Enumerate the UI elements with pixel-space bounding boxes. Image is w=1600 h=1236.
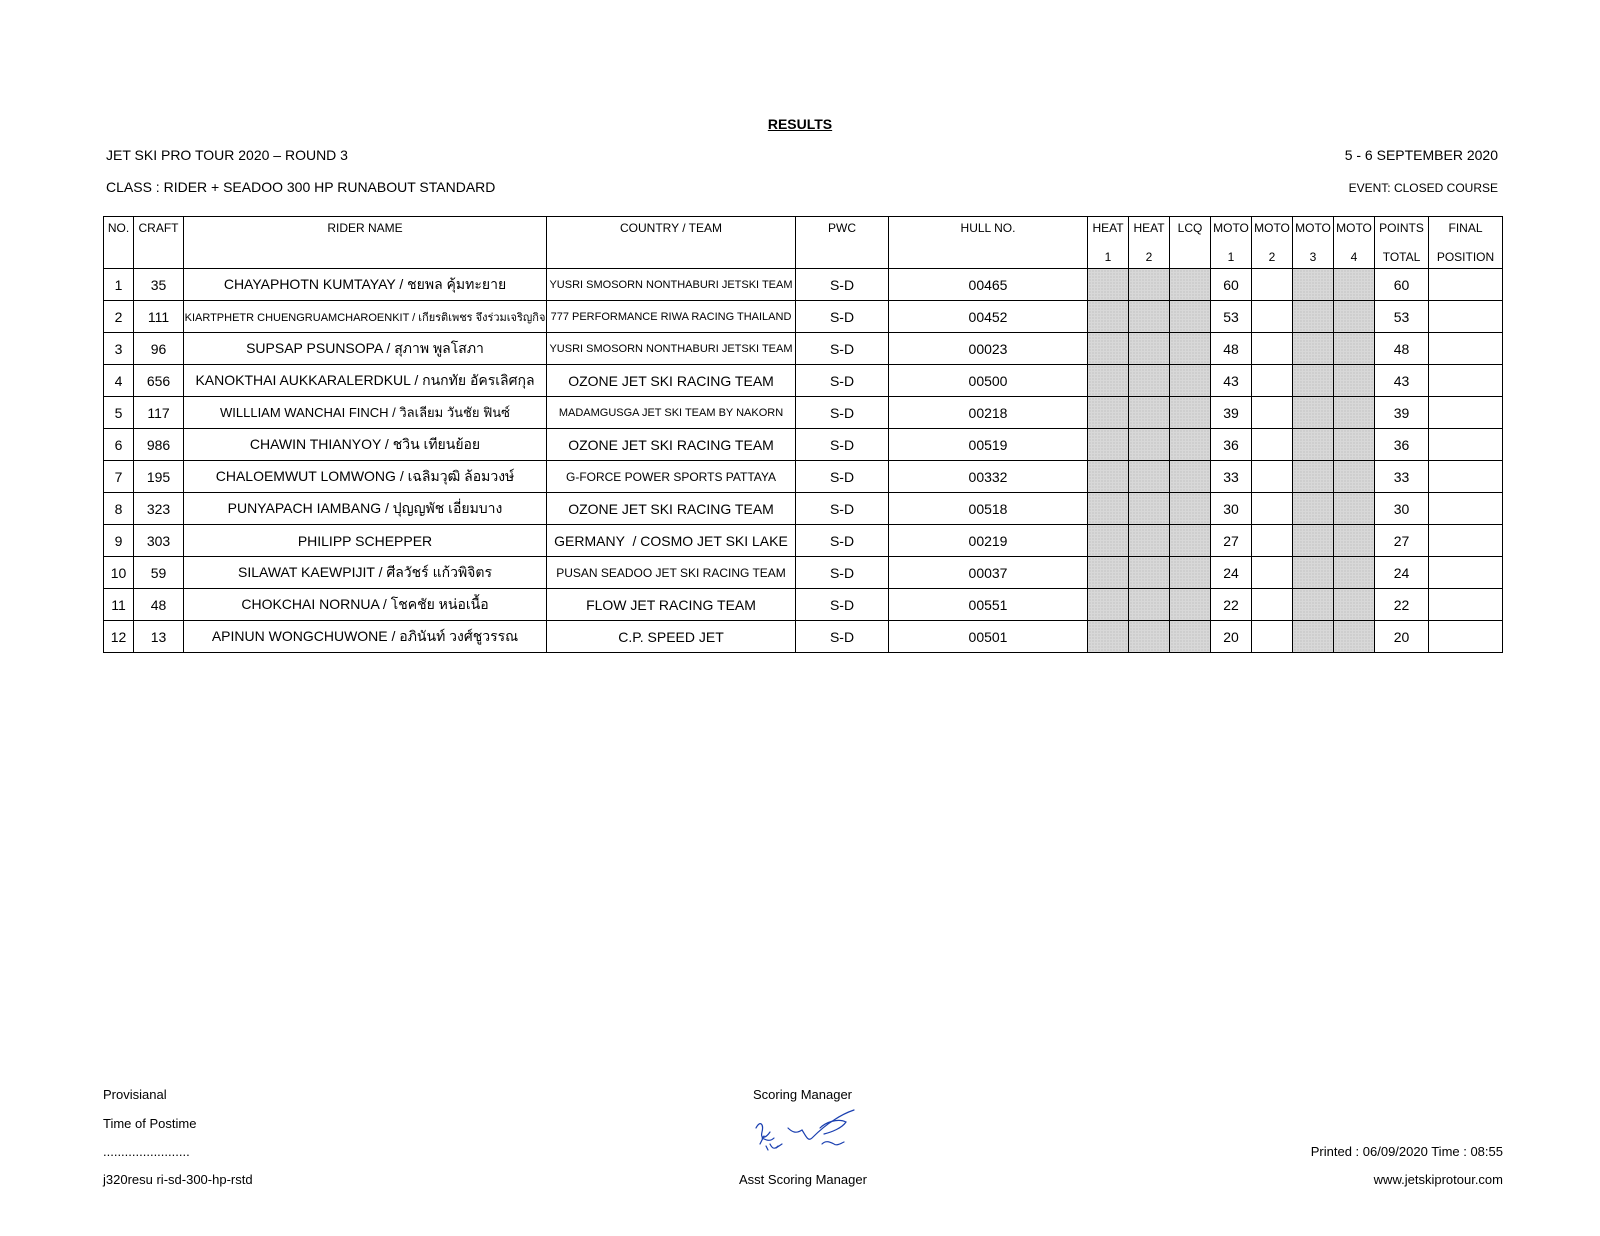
col-header-hull-label: HULL NO. bbox=[960, 221, 1016, 235]
cell-team: G-FORCE POWER SPORTS PATTAYA bbox=[547, 461, 796, 493]
cell-final-position bbox=[1429, 397, 1503, 429]
table-row bbox=[104, 621, 1503, 653]
col-header-moto1 bbox=[1211, 217, 1252, 269]
cell-moto1: 39 bbox=[1211, 397, 1252, 429]
cell-heat1 bbox=[1088, 269, 1129, 301]
cell-craft: 986 bbox=[134, 429, 184, 461]
cell-team: YUSRI SMOSORN NONTHABURI JETSKI TEAM bbox=[547, 269, 796, 301]
cell-heat2 bbox=[1129, 557, 1170, 589]
cell-moto2 bbox=[1252, 397, 1293, 429]
table-row bbox=[104, 301, 1503, 333]
cell-heat1 bbox=[1088, 365, 1129, 397]
cell-craft: 13 bbox=[134, 621, 184, 653]
cell-moto1: 27 bbox=[1211, 525, 1252, 557]
cell-moto1: 30 bbox=[1211, 493, 1252, 525]
cell-team: PUSAN SEADOO JET SKI RACING TEAM bbox=[547, 557, 796, 589]
cell-moto4 bbox=[1334, 525, 1375, 557]
table-row bbox=[104, 525, 1503, 557]
cell-craft: 96 bbox=[134, 333, 184, 365]
cell-moto4 bbox=[1334, 365, 1375, 397]
cell-lcq bbox=[1170, 365, 1211, 397]
col-header-moto2 bbox=[1252, 217, 1293, 269]
cell-moto3 bbox=[1293, 269, 1334, 301]
cell-no: 8 bbox=[104, 493, 134, 525]
cell-moto3 bbox=[1293, 461, 1334, 493]
cell-moto4 bbox=[1334, 397, 1375, 429]
table-row bbox=[104, 333, 1503, 365]
cell-craft: 195 bbox=[134, 461, 184, 493]
cell-no: 4 bbox=[104, 365, 134, 397]
col-header-moto3-line2: 3 bbox=[1309, 250, 1317, 264]
cell-rider-name: KANOKTHAI AUKKARALERDKUL / กนกทัย อัครเลิศกุล bbox=[184, 365, 547, 397]
cell-points-total: 60 bbox=[1375, 269, 1429, 301]
cell-rider-name: CHAWIN THIANYOY / ชวิน เทียนย้อย bbox=[184, 429, 547, 461]
cell-lcq bbox=[1170, 621, 1211, 653]
cell-rider-name: CHOKCHAI NORNUA / โชคชัย หน่อเนื้อ bbox=[184, 589, 547, 621]
col-header-lcq bbox=[1170, 217, 1211, 269]
col-header-rider-label: RIDER NAME bbox=[327, 221, 403, 235]
cell-moto3 bbox=[1293, 589, 1334, 621]
cell-team: YUSRI SMOSORN NONTHABURI JETSKI TEAM bbox=[547, 333, 796, 365]
cell-moto3 bbox=[1293, 397, 1334, 429]
cell-team: OZONE JET SKI RACING TEAM bbox=[547, 493, 796, 525]
scoring-manager-label: Scoring Manager bbox=[753, 1087, 852, 1102]
cell-moto1: 43 bbox=[1211, 365, 1252, 397]
cell-pwc: S-D bbox=[796, 301, 889, 333]
cell-points-total: 43 bbox=[1375, 365, 1429, 397]
col-header-heat2-line1: HEAT bbox=[1133, 221, 1165, 235]
cell-final-position bbox=[1429, 493, 1503, 525]
cell-rider-name: CHAYAPHOTN KUMTAYAY / ชยพล คุ้มทะยาย bbox=[184, 269, 547, 301]
cell-pwc: S-D bbox=[796, 397, 889, 429]
event-name: JET SKI PRO TOUR 2020 – ROUND 3 bbox=[106, 147, 348, 163]
cell-team: 777 PERFORMANCE RIWA RACING THAILAND bbox=[547, 301, 796, 333]
cell-moto3 bbox=[1293, 525, 1334, 557]
cell-moto1: 24 bbox=[1211, 557, 1252, 589]
cell-final-position bbox=[1429, 525, 1503, 557]
cell-moto1: 33 bbox=[1211, 461, 1252, 493]
time-of-postime-label: Time of Postime bbox=[103, 1116, 197, 1131]
cell-pwc: S-D bbox=[796, 589, 889, 621]
cell-moto2 bbox=[1252, 269, 1293, 301]
col-header-points bbox=[1375, 217, 1429, 269]
website-url: www.jetskiprotour.com bbox=[1373, 1172, 1503, 1187]
cell-rider-name: SUPSAP PSUNSOPA / สุภาพ พูลโสภา bbox=[184, 333, 547, 365]
cell-heat1 bbox=[1088, 493, 1129, 525]
col-header-rider bbox=[184, 217, 547, 269]
cell-moto2 bbox=[1252, 493, 1293, 525]
cell-moto4 bbox=[1334, 333, 1375, 365]
col-header-moto4-line2: 4 bbox=[1350, 250, 1358, 264]
cell-points-total: 30 bbox=[1375, 493, 1429, 525]
cell-heat1 bbox=[1088, 333, 1129, 365]
cell-points-total: 36 bbox=[1375, 429, 1429, 461]
cell-moto3 bbox=[1293, 365, 1334, 397]
cell-moto2 bbox=[1252, 429, 1293, 461]
cell-lcq bbox=[1170, 397, 1211, 429]
cell-final-position bbox=[1429, 301, 1503, 333]
table-row bbox=[104, 429, 1503, 461]
cell-heat1 bbox=[1088, 301, 1129, 333]
col-header-points-line1: POINTS bbox=[1379, 221, 1424, 235]
cell-heat1 bbox=[1088, 461, 1129, 493]
cell-lcq bbox=[1170, 461, 1211, 493]
postime-blank: ........................ bbox=[103, 1144, 190, 1159]
cell-team: FLOW JET RACING TEAM bbox=[547, 589, 796, 621]
cell-rider-name: PHILIPP SCHEPPER bbox=[184, 525, 547, 557]
col-header-heat1-line1: HEAT bbox=[1092, 221, 1124, 235]
cell-craft: 111 bbox=[134, 301, 184, 333]
cell-hull: 00465 bbox=[889, 269, 1088, 301]
cell-lcq bbox=[1170, 589, 1211, 621]
table-row bbox=[104, 493, 1503, 525]
cell-moto2 bbox=[1252, 589, 1293, 621]
cell-heat2 bbox=[1129, 493, 1170, 525]
cell-final-position bbox=[1429, 461, 1503, 493]
col-header-moto4-line1: MOTO bbox=[1336, 221, 1372, 235]
cell-heat1 bbox=[1088, 589, 1129, 621]
page-title: RESULTS bbox=[767, 116, 833, 132]
col-header-lcq-line2 bbox=[1170, 250, 1210, 264]
col-header-moto1-line2: 1 bbox=[1227, 250, 1235, 264]
cell-moto3 bbox=[1293, 301, 1334, 333]
cell-final-position bbox=[1429, 621, 1503, 653]
col-header-hull bbox=[889, 217, 1088, 269]
event-type: EVENT: CLOSED COURSE bbox=[1348, 181, 1498, 195]
cell-no: 9 bbox=[104, 525, 134, 557]
cell-points-total: 20 bbox=[1375, 621, 1429, 653]
cell-heat1 bbox=[1088, 525, 1129, 557]
cell-moto4 bbox=[1334, 557, 1375, 589]
cell-hull: 00551 bbox=[889, 589, 1088, 621]
provisional-label: Provisianal bbox=[103, 1087, 167, 1102]
cell-heat1 bbox=[1088, 397, 1129, 429]
signature-icon bbox=[752, 1108, 862, 1160]
col-header-team bbox=[547, 217, 796, 269]
cell-hull: 00518 bbox=[889, 493, 1088, 525]
cell-rider-name: CHALOEMWUT LOMWONG / เฉลิมวุฒิ ล้อมวงษ์ bbox=[184, 461, 547, 493]
cell-lcq bbox=[1170, 493, 1211, 525]
cell-heat2 bbox=[1129, 365, 1170, 397]
cell-rider-name: APINUN WONGCHUWONE / อภินันท์ วงศ์ชูวรรณ bbox=[184, 621, 547, 653]
cell-craft: 59 bbox=[134, 557, 184, 589]
cell-moto2 bbox=[1252, 557, 1293, 589]
cell-lcq bbox=[1170, 301, 1211, 333]
cell-moto2 bbox=[1252, 365, 1293, 397]
cell-team: MADAMGUSGA JET SKI TEAM BY NAKORN bbox=[547, 397, 796, 429]
col-header-final-line1: FINAL bbox=[1448, 221, 1483, 235]
col-header-heat2-line2: 2 bbox=[1145, 250, 1153, 264]
cell-moto4 bbox=[1334, 589, 1375, 621]
cell-no: 6 bbox=[104, 429, 134, 461]
document-code: j320resu ri-sd-300-hp-rstd bbox=[103, 1172, 253, 1187]
cell-hull: 00452 bbox=[889, 301, 1088, 333]
cell-lcq bbox=[1170, 269, 1211, 301]
cell-lcq bbox=[1170, 525, 1211, 557]
cell-moto2 bbox=[1252, 621, 1293, 653]
cell-final-position bbox=[1429, 269, 1503, 301]
cell-hull: 00218 bbox=[889, 397, 1088, 429]
col-header-moto1-line1: MOTO bbox=[1213, 221, 1249, 235]
cell-moto2 bbox=[1252, 301, 1293, 333]
cell-final-position bbox=[1429, 365, 1503, 397]
col-header-moto3-line1: MOTO bbox=[1295, 221, 1331, 235]
cell-pwc: S-D bbox=[796, 269, 889, 301]
cell-pwc: S-D bbox=[796, 461, 889, 493]
cell-craft: 117 bbox=[134, 397, 184, 429]
cell-moto1: 60 bbox=[1211, 269, 1252, 301]
cell-no: 5 bbox=[104, 397, 134, 429]
cell-no: 2 bbox=[104, 301, 134, 333]
col-header-craft-label: CRAFT bbox=[138, 221, 179, 235]
cell-points-total: 22 bbox=[1375, 589, 1429, 621]
col-header-heat1-line2: 1 bbox=[1104, 250, 1112, 264]
cell-lcq bbox=[1170, 333, 1211, 365]
cell-moto4 bbox=[1334, 461, 1375, 493]
cell-no: 12 bbox=[104, 621, 134, 653]
cell-heat1 bbox=[1088, 621, 1129, 653]
cell-heat2 bbox=[1129, 429, 1170, 461]
cell-heat2 bbox=[1129, 589, 1170, 621]
cell-moto2 bbox=[1252, 461, 1293, 493]
cell-heat2 bbox=[1129, 333, 1170, 365]
table-row bbox=[104, 461, 1503, 493]
col-header-heat1 bbox=[1088, 217, 1129, 269]
table-row bbox=[104, 397, 1503, 429]
cell-heat2 bbox=[1129, 301, 1170, 333]
cell-moto3 bbox=[1293, 429, 1334, 461]
cell-heat1 bbox=[1088, 429, 1129, 461]
cell-moto2 bbox=[1252, 333, 1293, 365]
col-header-moto4 bbox=[1334, 217, 1375, 269]
col-header-pwc bbox=[796, 217, 889, 269]
cell-hull: 00037 bbox=[889, 557, 1088, 589]
cell-moto3 bbox=[1293, 621, 1334, 653]
table-header-row bbox=[104, 217, 1503, 269]
col-header-no-label: NO. bbox=[107, 221, 130, 235]
cell-heat2 bbox=[1129, 525, 1170, 557]
cell-hull: 00500 bbox=[889, 365, 1088, 397]
results-table bbox=[103, 216, 1503, 653]
cell-points-total: 53 bbox=[1375, 301, 1429, 333]
cell-moto4 bbox=[1334, 269, 1375, 301]
cell-pwc: S-D bbox=[796, 621, 889, 653]
cell-hull: 00023 bbox=[889, 333, 1088, 365]
cell-final-position bbox=[1429, 589, 1503, 621]
cell-final-position bbox=[1429, 429, 1503, 461]
cell-hull: 00332 bbox=[889, 461, 1088, 493]
cell-craft: 48 bbox=[134, 589, 184, 621]
cell-moto4 bbox=[1334, 493, 1375, 525]
cell-team: OZONE JET SKI RACING TEAM bbox=[547, 429, 796, 461]
cell-team: OZONE JET SKI RACING TEAM bbox=[547, 365, 796, 397]
cell-no: 7 bbox=[104, 461, 134, 493]
col-header-moto3 bbox=[1293, 217, 1334, 269]
cell-heat2 bbox=[1129, 461, 1170, 493]
cell-points-total: 48 bbox=[1375, 333, 1429, 365]
cell-no: 10 bbox=[104, 557, 134, 589]
cell-points-total: 33 bbox=[1375, 461, 1429, 493]
col-header-lcq-line1: LCQ bbox=[1177, 221, 1203, 235]
col-header-heat2 bbox=[1129, 217, 1170, 269]
table-row bbox=[104, 365, 1503, 397]
cell-no: 3 bbox=[104, 333, 134, 365]
table-row bbox=[104, 557, 1503, 589]
cell-pwc: S-D bbox=[796, 525, 889, 557]
table-row bbox=[104, 269, 1503, 301]
cell-final-position bbox=[1429, 557, 1503, 589]
cell-points-total: 27 bbox=[1375, 525, 1429, 557]
cell-craft: 303 bbox=[134, 525, 184, 557]
cell-heat2 bbox=[1129, 397, 1170, 429]
cell-heat2 bbox=[1129, 621, 1170, 653]
col-header-final-line2: POSITION bbox=[1436, 250, 1495, 264]
event-dates: 5 - 6 SEPTEMBER 2020 bbox=[1344, 147, 1498, 163]
cell-pwc: S-D bbox=[796, 333, 889, 365]
cell-no: 11 bbox=[104, 589, 134, 621]
cell-hull: 00219 bbox=[889, 525, 1088, 557]
col-header-craft bbox=[134, 217, 184, 269]
col-header-pwc-label: PWC bbox=[828, 221, 856, 235]
cell-moto1: 22 bbox=[1211, 589, 1252, 621]
col-header-no bbox=[104, 217, 134, 269]
cell-team: C.P. SPEED JET bbox=[547, 621, 796, 653]
cell-moto1: 48 bbox=[1211, 333, 1252, 365]
cell-lcq bbox=[1170, 429, 1211, 461]
cell-moto1: 20 bbox=[1211, 621, 1252, 653]
asst-scoring-manager-label: Asst Scoring Manager bbox=[739, 1172, 867, 1187]
col-header-final bbox=[1429, 217, 1503, 269]
col-header-moto2-line2: 2 bbox=[1268, 250, 1276, 264]
cell-moto4 bbox=[1334, 301, 1375, 333]
race-class: CLASS : RIDER + SEADOO 300 HP RUNABOUT STANDARD bbox=[106, 179, 496, 195]
cell-team: GERMANY / COSMO JET SKI LAKE bbox=[547, 525, 796, 557]
cell-craft: 323 bbox=[134, 493, 184, 525]
cell-pwc: S-D bbox=[796, 429, 889, 461]
cell-moto2 bbox=[1252, 525, 1293, 557]
cell-moto3 bbox=[1293, 333, 1334, 365]
cell-rider-name: WILLLIAM WANCHAI FINCH / วิลเลียม วันชัย ฟินซ์ bbox=[184, 397, 547, 429]
col-header-team-label: COUNTRY / TEAM bbox=[619, 221, 723, 235]
cell-moto1: 53 bbox=[1211, 301, 1252, 333]
cell-lcq bbox=[1170, 557, 1211, 589]
col-header-moto2-line1: MOTO bbox=[1254, 221, 1290, 235]
cell-moto4 bbox=[1334, 621, 1375, 653]
cell-pwc: S-D bbox=[796, 493, 889, 525]
cell-rider-name: PUNYAPACH IAMBANG / ปุญญพัช เอี่ยมบาง bbox=[184, 493, 547, 525]
cell-no: 1 bbox=[104, 269, 134, 301]
cell-points-total: 39 bbox=[1375, 397, 1429, 429]
cell-heat1 bbox=[1088, 557, 1129, 589]
cell-pwc: S-D bbox=[796, 365, 889, 397]
cell-craft: 656 bbox=[134, 365, 184, 397]
cell-hull: 00519 bbox=[889, 429, 1088, 461]
cell-final-position bbox=[1429, 333, 1503, 365]
cell-rider-name: KIARTPHETR CHUENGRUAMCHAROENKIT / เกียรติเพชร จึงร่วมเจริญกิจ bbox=[184, 301, 547, 333]
col-header-points-line2: TOTAL bbox=[1382, 250, 1421, 264]
printed-timestamp: Printed : 06/09/2020 Time : 08:55 bbox=[1310, 1144, 1503, 1159]
cell-points-total: 24 bbox=[1375, 557, 1429, 589]
cell-hull: 00501 bbox=[889, 621, 1088, 653]
cell-moto1: 36 bbox=[1211, 429, 1252, 461]
cell-rider-name: SILAWAT KAEWPIJIT / ศีลวัชร์ แก้วพิจิตร bbox=[184, 557, 547, 589]
cell-pwc: S-D bbox=[796, 557, 889, 589]
cell-moto4 bbox=[1334, 429, 1375, 461]
cell-craft: 35 bbox=[134, 269, 184, 301]
cell-heat2 bbox=[1129, 269, 1170, 301]
cell-moto3 bbox=[1293, 493, 1334, 525]
table-row bbox=[104, 589, 1503, 621]
cell-moto3 bbox=[1293, 557, 1334, 589]
